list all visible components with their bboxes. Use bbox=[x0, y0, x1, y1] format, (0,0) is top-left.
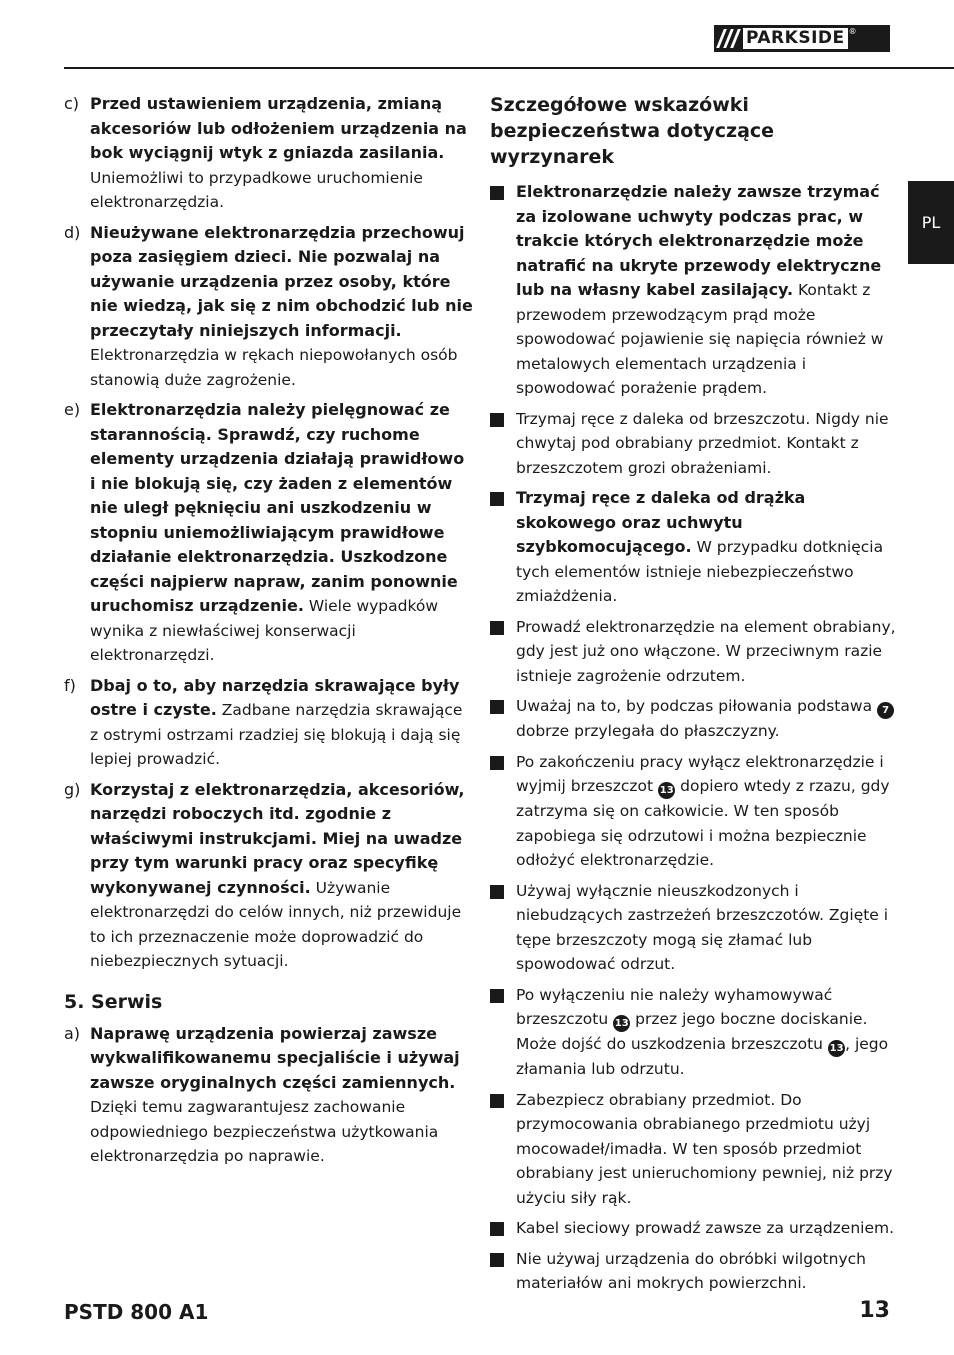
bullet-text: Zabezpiecz obrabiany przedmiot. Do przymocowania obrabianego przedmiotu użyj mocowadeł/imadła. W ten sposób przedmiot obrabiany jest unieruchomiony pewniej, niż przy użyciu siły rąk. bbox=[516, 1090, 893, 1207]
list-item bbox=[64, 778, 474, 974]
list-item-marker: e) bbox=[64, 400, 81, 419]
square-bullet-icon bbox=[490, 1253, 504, 1267]
list-item-marker: a) bbox=[64, 1023, 81, 1043]
list-item-bold-text: Korzystaj z elektronarzędzia, akcesoriów, narzędzi roboczych itd. zgodnie z właściwymi instrukcjami. Miej na uwadze przy tym warunki pracy oraz specyfikę wykonywanej czynności. bbox=[90, 779, 465, 897]
bullet-text: Uważaj na to, by podczas piłowania podstawa bbox=[516, 697, 873, 715]
header-rule bbox=[64, 67, 954, 69]
part-number-icon: 13 bbox=[658, 782, 675, 799]
list-item bbox=[64, 398, 474, 668]
list-item bbox=[64, 1022, 474, 1169]
parkside-logo bbox=[714, 25, 890, 52]
safety-items-list bbox=[64, 92, 474, 974]
jigsaw-safety-list bbox=[490, 180, 900, 1296]
logo-stripes bbox=[714, 29, 737, 48]
bullet-item bbox=[490, 983, 900, 1082]
list-item-marker: d) bbox=[64, 222, 81, 242]
square-bullet-icon bbox=[490, 1094, 504, 1108]
left-column bbox=[64, 92, 474, 1175]
logo-registered-mark: ® bbox=[848, 27, 857, 36]
service-items-list bbox=[64, 1022, 474, 1169]
language-tab: PL bbox=[908, 181, 954, 264]
list-item-text: Wiele wypadków wynika z niewłaściwej konserwacji elektronarzędzi. bbox=[90, 597, 439, 664]
bullet-bold-text: Elektronarzędzie należy zawsze trzymać za izolowane uchwyty podczas prac, w trakcie których elektronarzędzie może natrafić na ukryte przewody elektryczne lub na własny kabel zasilający. bbox=[516, 182, 882, 299]
list-item bbox=[64, 92, 474, 215]
list-item-bold-text: Nieużywane elektronarzędzia przechowuj poza zasięgiem dzieci. Nie pozwalaj na używanie urządzenia przez osoby, które nie wiedzą, jak się z nim obchodzić lub nie przeczytały niniejszych informacji. bbox=[90, 222, 473, 340]
list-item-text: Uniemożliwi to przypadkowe uruchomienie elektronarzędzia. bbox=[90, 168, 423, 211]
right-column bbox=[490, 92, 900, 1302]
bullet-item bbox=[490, 1088, 900, 1211]
list-item-marker: f) bbox=[64, 675, 76, 695]
part-number-icon: 13 bbox=[613, 1015, 630, 1032]
list-item-text: Dzięki temu zagwarantujesz zachowanie odpowiedniego bezpieczeństwa użytkowania elektronarzędzia po naprawie. bbox=[90, 1098, 439, 1165]
bullet-item bbox=[490, 694, 900, 744]
list-item bbox=[64, 221, 474, 393]
footer-page-number: 13 bbox=[859, 1298, 890, 1323]
bullet-bold-text: Trzymaj ręce z daleka od drążka skokowego oraz uchwytu szybkomocującego. bbox=[516, 488, 806, 556]
bullet-text: Kabel sieciowy prowadź zawsze za urządzeniem. bbox=[516, 1219, 895, 1237]
bullet-item bbox=[490, 750, 900, 873]
list-item-text: Używanie elektronarzędzi do celów innych, niż przewiduje to ich przeznaczenie może doprowadzić do niebezpiecznych sytuacji. bbox=[90, 878, 462, 970]
part-number-icon: 7 bbox=[877, 702, 894, 719]
square-bullet-icon bbox=[490, 413, 504, 427]
bullet-item bbox=[490, 615, 900, 689]
list-item-bold-text: Przed ustawieniem urządzenia, zmianą akcesoriów lub odłożeniem urządzenia na bok wyciągnij wtyk z gniazda zasilania. bbox=[90, 94, 467, 162]
jigsaw-safety-heading: Szczegółowe wskazówki bezpieczeństwa dotyczące wyrzynarek bbox=[490, 94, 775, 168]
list-item-bold-text: Naprawę urządzenia powierzaj zawsze wykwalifikowanemu specjaliście i używaj zawsze oryginalnych części zamiennych. bbox=[90, 1023, 460, 1092]
part-number-icon: 13 bbox=[828, 1040, 845, 1057]
bullet-text: Trzymaj ręce z daleka od brzeszczotu. Nigdy nie chwytaj pod obrabiany przedmiot. Kontakt z brzeszczotem grozi obrażeniami. bbox=[516, 409, 889, 477]
square-bullet-icon bbox=[490, 700, 504, 714]
list-item-text: Elektronarzędzia w rękach niepowołanych osób stanowią duże zagrożenie. bbox=[90, 346, 458, 389]
list-item-bold-text: Dbaj o to, aby narzędzia skrawające były ostre i czyste. bbox=[90, 675, 460, 719]
bullet-item bbox=[490, 1216, 900, 1241]
list-item-marker: c) bbox=[64, 94, 80, 113]
bullet-text: przez jego boczne dociskanie. Może dojść do uszkodzenia brzeszczotu bbox=[516, 1010, 868, 1053]
bullet-text: , jego złamania lub odrzutu. bbox=[516, 1035, 889, 1078]
square-bullet-icon bbox=[490, 756, 504, 770]
bullet-text: Po wyłączeniu nie należy wyhamowywać brzeszczotu bbox=[516, 985, 833, 1028]
bullet-item bbox=[490, 180, 900, 401]
bullet-text: Prowadź elektronarzędzie na element obrabiany, gdy jest już ono włączone. W przeciwnym razie istnieje zagrożenie odrzutem. bbox=[516, 617, 896, 685]
bullet-text: Kontakt z przewodem przewodzącym prąd może spowodować pojawienie się napięcia również w metalowych elementach urządzenia i spowodować porażenie prądem. bbox=[516, 281, 884, 397]
section-title-service: 5. Serwis bbox=[64, 990, 163, 1013]
bullet-text: Po zakończeniu pracy wyłącz elektronarzędzie i wyjmij brzeszczot bbox=[516, 752, 884, 795]
square-bullet-icon bbox=[490, 492, 504, 506]
list-item-marker: g) bbox=[64, 779, 81, 799]
square-bullet-icon bbox=[490, 885, 504, 899]
square-bullet-icon bbox=[490, 1222, 504, 1236]
square-bullet-icon bbox=[490, 989, 504, 1003]
list-item-text: Zadbane narzędzia skrawające z ostrymi ostrzami rzadziej się blokują i dają się lepiej prowadzić. bbox=[90, 701, 463, 768]
bullet-text: dobrze przylegała do płaszczyzny. bbox=[516, 722, 780, 740]
bullet-item bbox=[490, 1247, 900, 1296]
footer-model-number: PSTD 800 A1 bbox=[64, 1300, 209, 1324]
bullet-text: Używaj wyłącznie nieuszkodzonych i niebudzących zastrzeżeń brzeszczotów. Zgięte i tępe brzeszczoty mogą się złamać lub spowodować odrzut. bbox=[516, 881, 889, 973]
list-item-bold-text: Elektronarzędzia należy pielęgnować ze starannością. Sprawdź, czy ruchome elementy urządzenia działają prawidłowo i nie blokują się, czy żaden z elementów nie uległ pęknięciu ani uszkodzeniu w stopniu uniemożliwiającym prawidłowe działanie elektronarzędzia. Uszkodzone części najpierw napraw, zanim ponownie uruchomisz urządzenie. bbox=[90, 400, 465, 615]
bullet-item bbox=[490, 486, 900, 609]
square-bullet-icon bbox=[490, 621, 504, 635]
bullet-text: Nie używaj urządzenia do obróbki wilgotnych materiałów ani mokrych powierzchni. bbox=[516, 1249, 866, 1292]
bullet-item bbox=[490, 407, 900, 481]
bullet-item bbox=[490, 879, 900, 977]
bullet-text: dopiero wtedy z rzazu, gdy zatrzyma się on całkowicie. W ten sposób zapobiega się odrzutowi i można bezpiecznie odłożyć elektronarzędzie. bbox=[516, 777, 890, 869]
logo-wordmark: PARKSIDE bbox=[743, 28, 848, 49]
bullet-text: W przypadku dotknięcia tych elementów istnieje niebezpieczeństwo zmiażdżenia. bbox=[516, 538, 884, 605]
list-item bbox=[64, 674, 474, 772]
square-bullet-icon bbox=[490, 186, 504, 200]
